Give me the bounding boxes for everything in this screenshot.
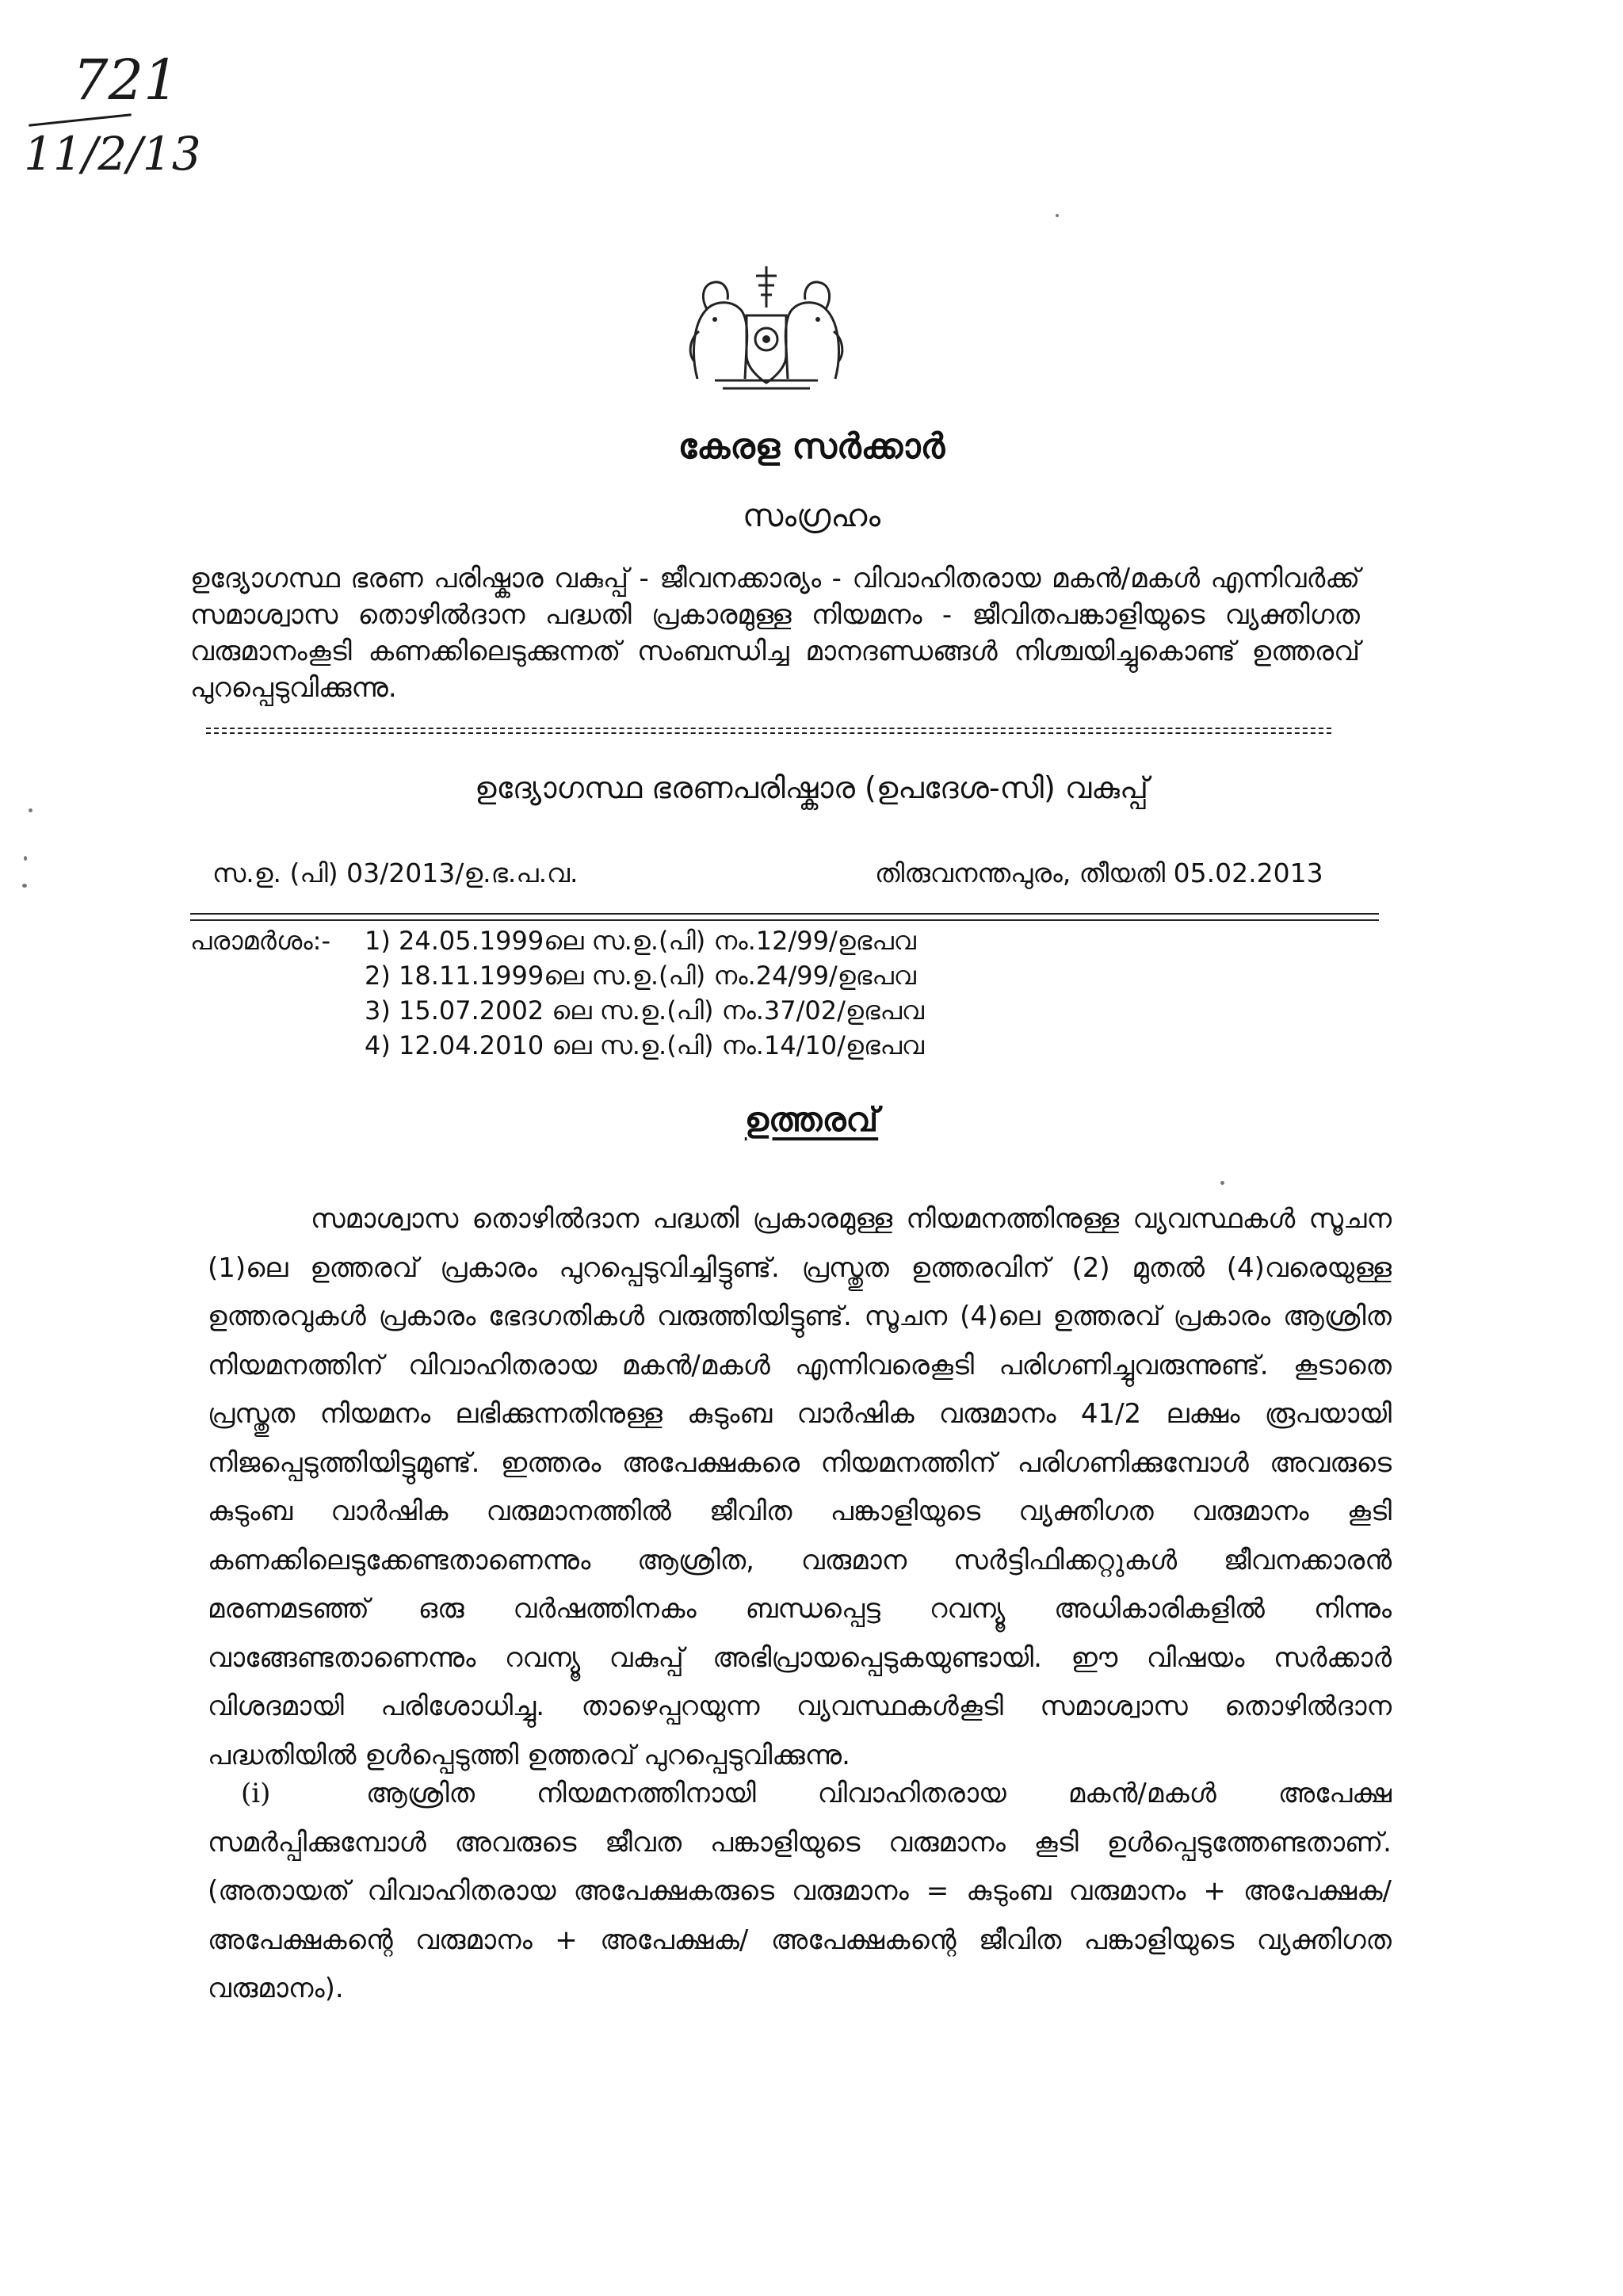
scan-speck xyxy=(22,884,27,888)
clause-i xyxy=(208,1770,1392,2014)
separator-line xyxy=(206,728,1331,734)
handwritten-number: 721 xyxy=(73,48,179,113)
scan-speck xyxy=(1056,214,1059,217)
rule-line xyxy=(190,919,1379,921)
order-place-date: തിരുവനന്തപുരം, തീയതി 05.02.2013 xyxy=(875,858,1323,888)
scan-speck xyxy=(24,856,27,861)
handwritten-underline xyxy=(29,113,132,127)
order-subject: ഉദ്യോഗസ്ഥ ഭരണ പരിഷ്കാര വകുപ്പ് - ജീവനക്കാര്യം - വിവാഹിതരായ മകൻ/മകൾ എന്നിവർക്ക് സമാശ്വാസ തൊഴിൽദാന പദ്ധതി പ്രകാരമുള്ള നിയമനം - ജീവിതപങ്കാളിയുടെ വ്യക്തിഗത വരുമാനംകൂടി കണക്കിലെടുക്കുന്നത് സംബന്ധിച്ച മാനദണ്ഡങ്ങൾ നിശ്ചയിച്ചുകൊണ്ട് ഉത്തരവ് പുറപ്പെടുവിക്കുന്നു. xyxy=(190,563,1360,704)
reference-item: 4) 12.04.2010 ലെ സ.ഉ.(പി) നം.14/10/ഉഭപവ xyxy=(365,1030,925,1060)
order-heading-text: ഉത്തരവ് xyxy=(744,1100,879,1139)
references-label: പരാമർശം:- xyxy=(190,926,330,956)
order-paragraph: സമാശ്വാസ തൊഴിൽദാന പദ്ധതി പ്രകാരമുള്ള നിയമനത്തിനുള്ള വ്യവസ്ഥകൾ സൂചന (1)ലെ ഉത്തരവ് പ്രകാരം പുറപ്പെടുവിച്ചിട്ടുണ്ട്. പ്രസ്തുത ഉത്തരവിന് (2) മുതൽ (4)വരെയുള്ള ഉത്തരവുകൾ പ്രകാരം ഭേദഗതികൾ വരുത്തിയിട്ടുണ്ട്. സൂചന (4)ലെ ഉത്തരവ് പ്രകാരം ആശ്രിത നിയമനത്തിന് വിവാഹിതരായ മകൻ/മകൾ എന്നിവരെകൂടി പരിഗണിച്ചുവരുന്നുണ്ട്. കൂടാതെ പ്രസ്തുത നിയമനം ലഭിക്കുന്നതിനുള്ള കുടുംബ വാർഷിക വരുമാനം 41/2 ലക്ഷം രൂപയായി നിജപ്പെടുത്തിയിട്ടുമുണ്ട്. ഇത്തരം അപേക്ഷകരെ നിയമനത്തിന് പരിഗണിക്കുമ്പോൾ അവരുടെ കുടുംബ വാർഷിക വരുമാനത്തിൽ ജീവിത പങ്കാളിയുടെ വ്യക്തിഗത വരുമാനം കൂടി കണക്കിലെടുക്കേണ്ടതാണെന്നും ആശ്രിത, വരുമാന സർട്ടിഫിക്കറ്റുകൾ ജീവനക്കാരൻ മരണമടഞ്ഞ് ഒരു വർഷത്തിനകം ബന്ധപ്പെട്ട റവന്യൂ അധികാരികളിൽ നിന്നും വാങ്ങേണ്ടതാണെന്നും റവന്യൂ വകുപ്പ് അഭിപ്രായപ്പെടുകയുണ്ടായി. ഈ വിഷയം സർക്കാർ വിശദമായി പരിശോധിച്ചു. താഴെപ്പറയുന്ന വ്യവസ്ഥകൾകൂടി സമാശ്വാസ തൊഴിൽദാന പദ്ധതിയിൽ ഉൾപ്പെടുത്തി ഉത്തരവ് പുറപ്പെടുവിക്കുന്നു. xyxy=(208,1203,1392,1771)
scan-speck xyxy=(29,808,32,812)
reference-item: 3) 15.07.2002 ലെ സ.ഉ.(പി) നം.37/02/ഉഭപവ xyxy=(365,995,925,1026)
abstract-heading: സംഗ്രഹം xyxy=(743,498,880,534)
government-title: കേരള സർക്കാർ xyxy=(678,426,945,467)
clause-label: (i) xyxy=(241,1778,271,1809)
order-heading xyxy=(0,1100,1623,1140)
order-number: സ.ഉ. (പി) 03/2013/ഉ.ഭ.പ.വ. xyxy=(212,858,579,888)
handwritten-date: 11/2/13 xyxy=(24,127,201,181)
clause-text: ആശ്രിത നിയമനത്തിനായി വിവാഹിതരായ മകൻ/മകൾ അപേക്ഷ സമർപ്പിക്കുമ്പോൾ അവരുടെ ജീവത പങ്കാളിയുടെ വരുമാനം കൂടി ഉൾപ്പെടുത്തേണ്ടതാണ്. (അതായത് വിവാഹിതരായ അപേക്ഷകരുടെ വരുമാനം = കുടുംബ വരുമാനം + അപേക്ഷക/അപേക്ഷകന്റെ വരുമാനം + അപേക്ഷക/ അപേക്ഷകന്റെ ജീവിത പങ്കാളിയുടെ വ്യക്തിഗത വരുമാനം). xyxy=(208,1778,1392,2004)
reference-item: 2) 18.11.1999ലെ സ.ഉ.(പി) നം.24/99/ഉഭപവ xyxy=(365,961,916,991)
kerala-emblem-icon xyxy=(683,260,850,399)
reference-item: 1) 24.05.1999ലെ സ.ഉ.(പി) നം.12/99/ഉഭപവ xyxy=(365,926,916,956)
rule-line xyxy=(190,913,1379,915)
department-name: ഉദ്യോഗസ്ഥ ഭരണപരിഷ്കാര (ഉപദേശ-സി) വകുപ്പ് xyxy=(475,770,1148,805)
scan-speck xyxy=(1220,1181,1224,1185)
references-list xyxy=(365,923,924,1063)
